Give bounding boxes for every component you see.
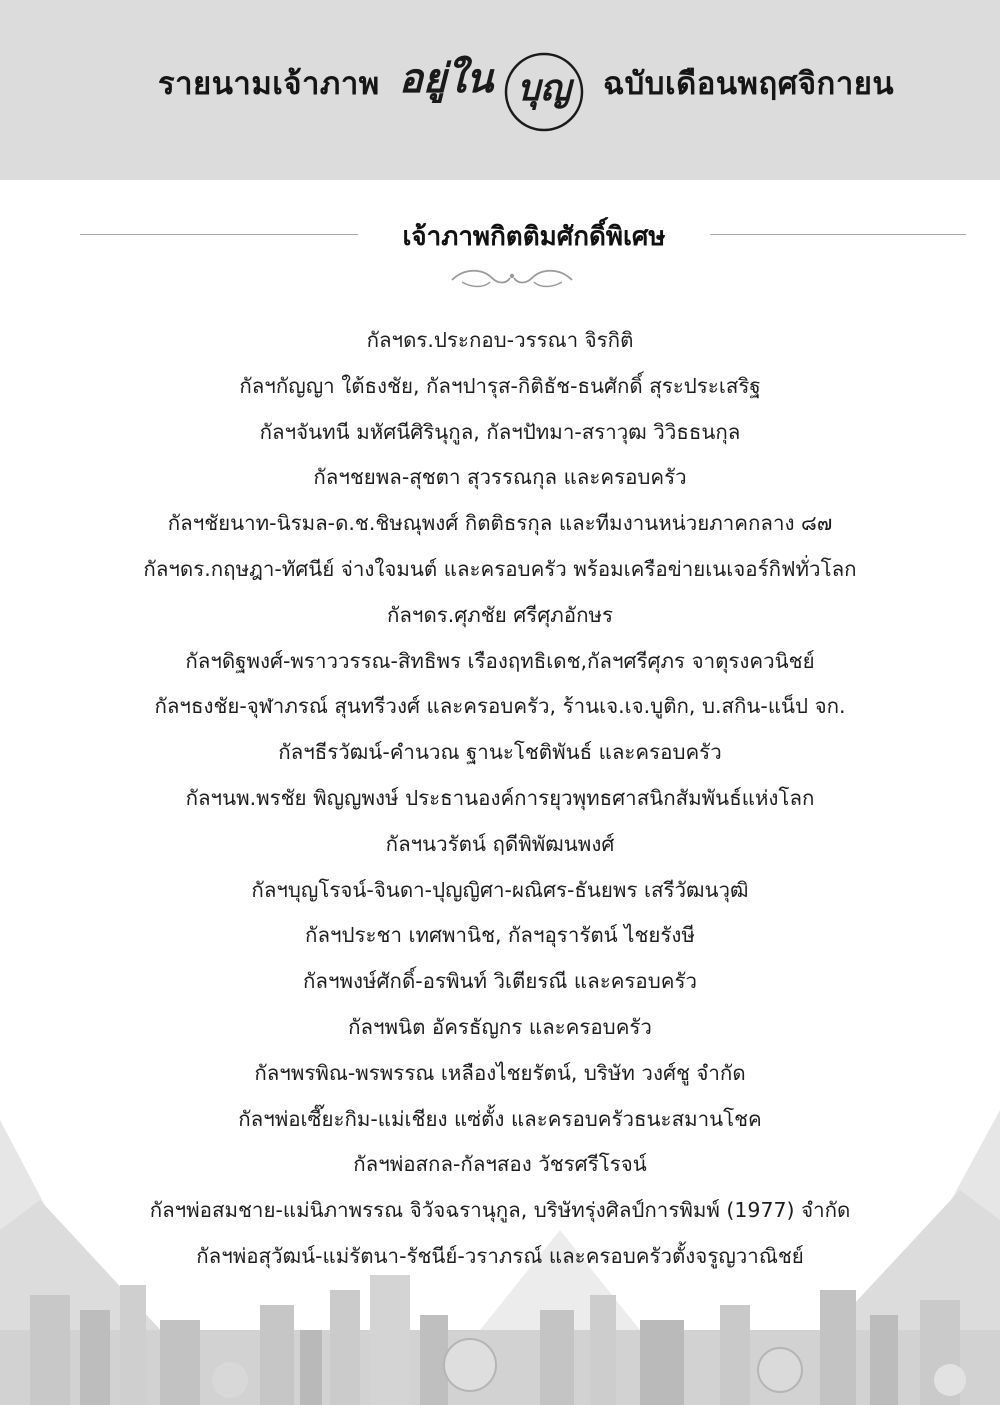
sponsor-name-line: กัลฯชยพล-สุชตา สุวรรณกุล และครอบครัว xyxy=(313,465,687,490)
sponsor-name-line: กัลฯดร.กฤษฎา-ทัศนีย์ จ่างใจมนต์ และครอบครัว พร้อมเครือข่ายเนเจอร์กิฟทั่วโลก xyxy=(143,556,857,581)
sponsor-name-line: กัลฯประชา เทศพานิช, กัลฯอุรารัตน์ ไชยรังษี xyxy=(305,923,695,948)
header-title-right: ฉบับเดือนพฤศจิกายน xyxy=(603,66,895,102)
logo-word-1: อยู่ใน xyxy=(398,55,494,102)
section-header xyxy=(0,212,1000,258)
divider-right xyxy=(710,234,966,235)
sponsor-name-line: กัลฯนพ.พรชัย พิญญพงษ์ ประธานองค์การยุวพุทธศาสนิกสัมพันธ์แห่งโลก xyxy=(185,785,815,810)
sponsor-name-line: กัลฯธงชัย-จุฬาภรณ์ สุนทรีวงศ์ และครอบครัว, ร้านเจ.เจ.บูติก, บ.สกิน-แน็ป จก. xyxy=(154,694,846,719)
sponsor-name-line: กัลฯดิฐพงศ์-พราววรรณ-สิทธิพร เรืองฤทธิเดช,กัลฯศรีศุภร จาตุรงควนิชย์ xyxy=(185,648,815,673)
sponsor-name-line: กัลฯพ่อสุวัฒน์-แม่รัตนา-รัชนีย์-วราภรณ์ และครอบครัวตั้งจรูญวาณิชย์ xyxy=(196,1243,804,1268)
logo-word-2: บุญ xyxy=(517,67,571,109)
sponsor-name-line: กัลฯนวรัตน์ ฤดีพิพัฒนพงศ์ xyxy=(385,831,615,856)
sponsor-name-line: กัลฯดร.ประกอบ-วรรณา จิรกิติ xyxy=(366,328,634,352)
sponsor-name-line: กัลฯพ่อเซี๊ยะกิม-แม่เชียง แซ่ตั้ง และครอบครัวธนะสมานโชค xyxy=(238,1106,762,1131)
header-title-left: รายนามเจ้าภาพ xyxy=(158,66,380,102)
sponsor-name-line: กัลฯจันทนี มหัศนีศิรินุกูล, กัลฯปัทมา-สราวุฒ วิวิธธนกุล xyxy=(259,419,741,444)
magazine-logo xyxy=(392,40,602,140)
header-band xyxy=(0,0,1000,180)
sponsor-name-line: กัลฯพงษ์ศักดิ์-อรพินท์ วิเตียรณี และครอบครัว xyxy=(303,969,697,994)
sponsor-name-line: กัลฯดร.ศุภชัย ศรีศุภอักษร xyxy=(386,602,614,627)
sponsor-name-line: กัลฯธีรวัฒน์-คำนวณ ฐานะโชติพันธ์ และครอบครัว xyxy=(278,740,722,765)
sponsor-name-line: กัลฯพนิต อัครธัญกร และครอบครัว xyxy=(348,1014,652,1039)
divider-left xyxy=(80,234,358,235)
sponsor-name-line: กัลฯชัยนาท-นิรมล-ด.ช.ชิษณุพงศ์ กิตติธรกุล และทีมงานหน่วยภาคกลาง ๘๗ xyxy=(167,511,833,536)
sponsor-name-line: กัลฯพรพิณ-พรพรรณ เหลืองไชยรัตน์, บริษัท วงศ์ชู จำกัด xyxy=(254,1060,746,1085)
section-title: เจ้าภาพกิตติมศักดิ์พิเศษ xyxy=(402,222,666,252)
sponsor-names-list xyxy=(0,318,1000,1280)
sponsor-name-line: กัลฯพ่อสกล-กัลฯสอง วัชรศรีโรจน์ xyxy=(353,1152,647,1177)
sponsor-name-line: กัลฯกัญญา ใต้ธงชัย, กัลฯปารุส-กิติธัช-ธนศักดิ์ สุระประเสริฐ xyxy=(239,373,761,398)
ornament-flourish xyxy=(448,264,576,292)
sponsor-name-line: กัลฯพ่อสมชาย-แม่นิภาพรรณ จิวัจฉรานุกูล, บริษัทรุ่งศิลป์การพิมพ์ (1977) จำกัด xyxy=(149,1198,851,1223)
sponsor-name-line: กัลฯบุญโรจน์-จินดา-ปุญญิศา-ผณิศร-ธันยพร เสรีวัฒนวุฒิ xyxy=(251,877,749,902)
